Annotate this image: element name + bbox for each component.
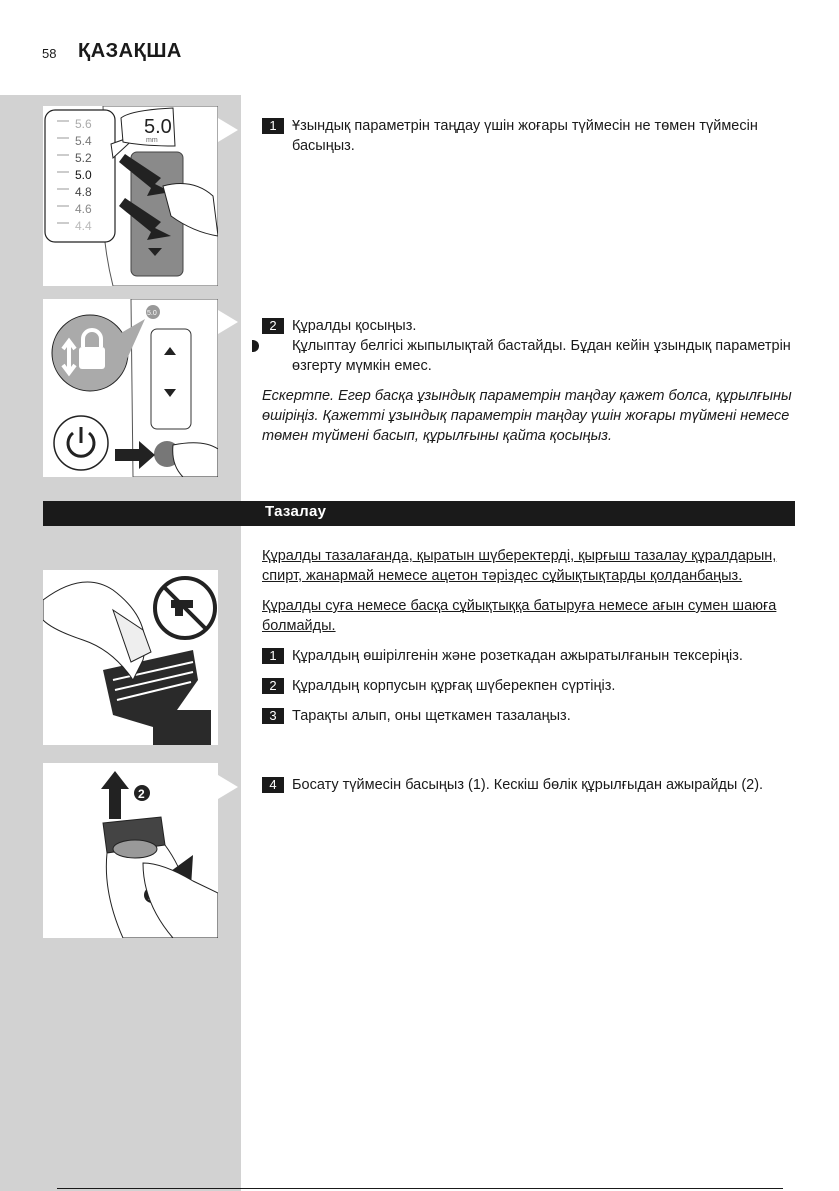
section-title: Тазалау: [265, 503, 327, 520]
figure-length-selector: [43, 106, 218, 286]
step-number: 3: [262, 708, 284, 724]
step-item: [262, 706, 798, 726]
figure-pointer: [218, 310, 238, 334]
step-number: 4: [262, 777, 284, 793]
step-number: 1: [262, 648, 284, 664]
bullet-icon: [252, 340, 259, 352]
scale-value: 4.6: [75, 202, 92, 216]
scale-value: 5.0: [75, 168, 92, 182]
step-number: 2: [262, 678, 284, 694]
step-item: [262, 116, 798, 156]
step-block-top: [262, 116, 798, 156]
bullet-text: Құлыптау белгісі жыпылықтай бастайды. Бұдан кейін ұзындық параметрін өзгерту мүмкін емес.: [292, 338, 791, 374]
warning-text: Құралды тазалағанда, қыратын шүберектерді, қырғыш тазалау құралдарын, спирт, жанармай немесе ацетон тәріздес сұйықтықтарды қолданбаңыз.: [262, 548, 777, 584]
scale-value: 4.4: [75, 219, 92, 233]
display-unit: mm: [146, 137, 158, 144]
step-item: [262, 775, 798, 795]
bullet-item: [262, 336, 798, 376]
section-header-bar: [43, 501, 795, 526]
step-block-release: [262, 775, 798, 795]
figure-cleaning-comb: [43, 570, 218, 745]
cleaning-block: [262, 546, 798, 726]
arrow-label-2: 2: [138, 787, 145, 801]
step-item: [262, 316, 798, 336]
lock-badge-value: 5.0: [147, 310, 157, 317]
step-number: 1: [262, 118, 284, 134]
step-block-power: [262, 316, 798, 446]
page-language-title: ҚАЗАҚША: [78, 40, 182, 62]
scale-value: 5.6: [75, 117, 92, 131]
step-text: Босату түймесін басыңыз (1). Кескіш бөлік құрылғыдан ажырайды (2).: [292, 777, 764, 793]
step-text: Құралды қосыңыз.: [292, 318, 417, 334]
step-text: Құралдың корпусын құрғақ шүберекпен сүртіңіз.: [292, 678, 616, 694]
step-text: Тарақты алып, оны щеткамен тазалаңыз.: [292, 708, 571, 724]
note-text: Ескертпе. Егер басқа ұзындық параметрін таңдау қажет болса, құрылғыны өшіріңіз. Қажетті ұзындық параметрін таңдау үшін жоғары түймені немесе төмен түймені басып, құрылғыны қайта қосыңыз.: [262, 388, 792, 444]
warning-text: Құралды суға немесе басқа сұйықтыққа батыруға немесе ағын сумен шаюға болмайды.: [262, 598, 777, 634]
step-text: Ұзындық параметрін таңдау үшін жоғары түймесін не төмен түймесін басыңыз.: [292, 118, 758, 154]
page-number: 58: [42, 46, 57, 61]
step-number: 2: [262, 318, 284, 334]
figure-pointer: [218, 118, 238, 142]
scale-value: 5.2: [75, 151, 92, 165]
step-item: [262, 646, 798, 666]
scale-value: 5.4: [75, 134, 92, 148]
step-item: [262, 676, 798, 696]
footer-divider: [57, 1188, 783, 1189]
scale-value: 4.8: [75, 185, 92, 199]
figure-pointer: [218, 775, 238, 799]
display-current-value: 5.0: [144, 116, 172, 138]
figure-lock-power: [43, 299, 218, 477]
figure-release-blade: [43, 763, 218, 938]
step-text: Құралдың өшірілгенін және розеткадан ажыратылғанын тексеріңіз.: [292, 648, 743, 664]
